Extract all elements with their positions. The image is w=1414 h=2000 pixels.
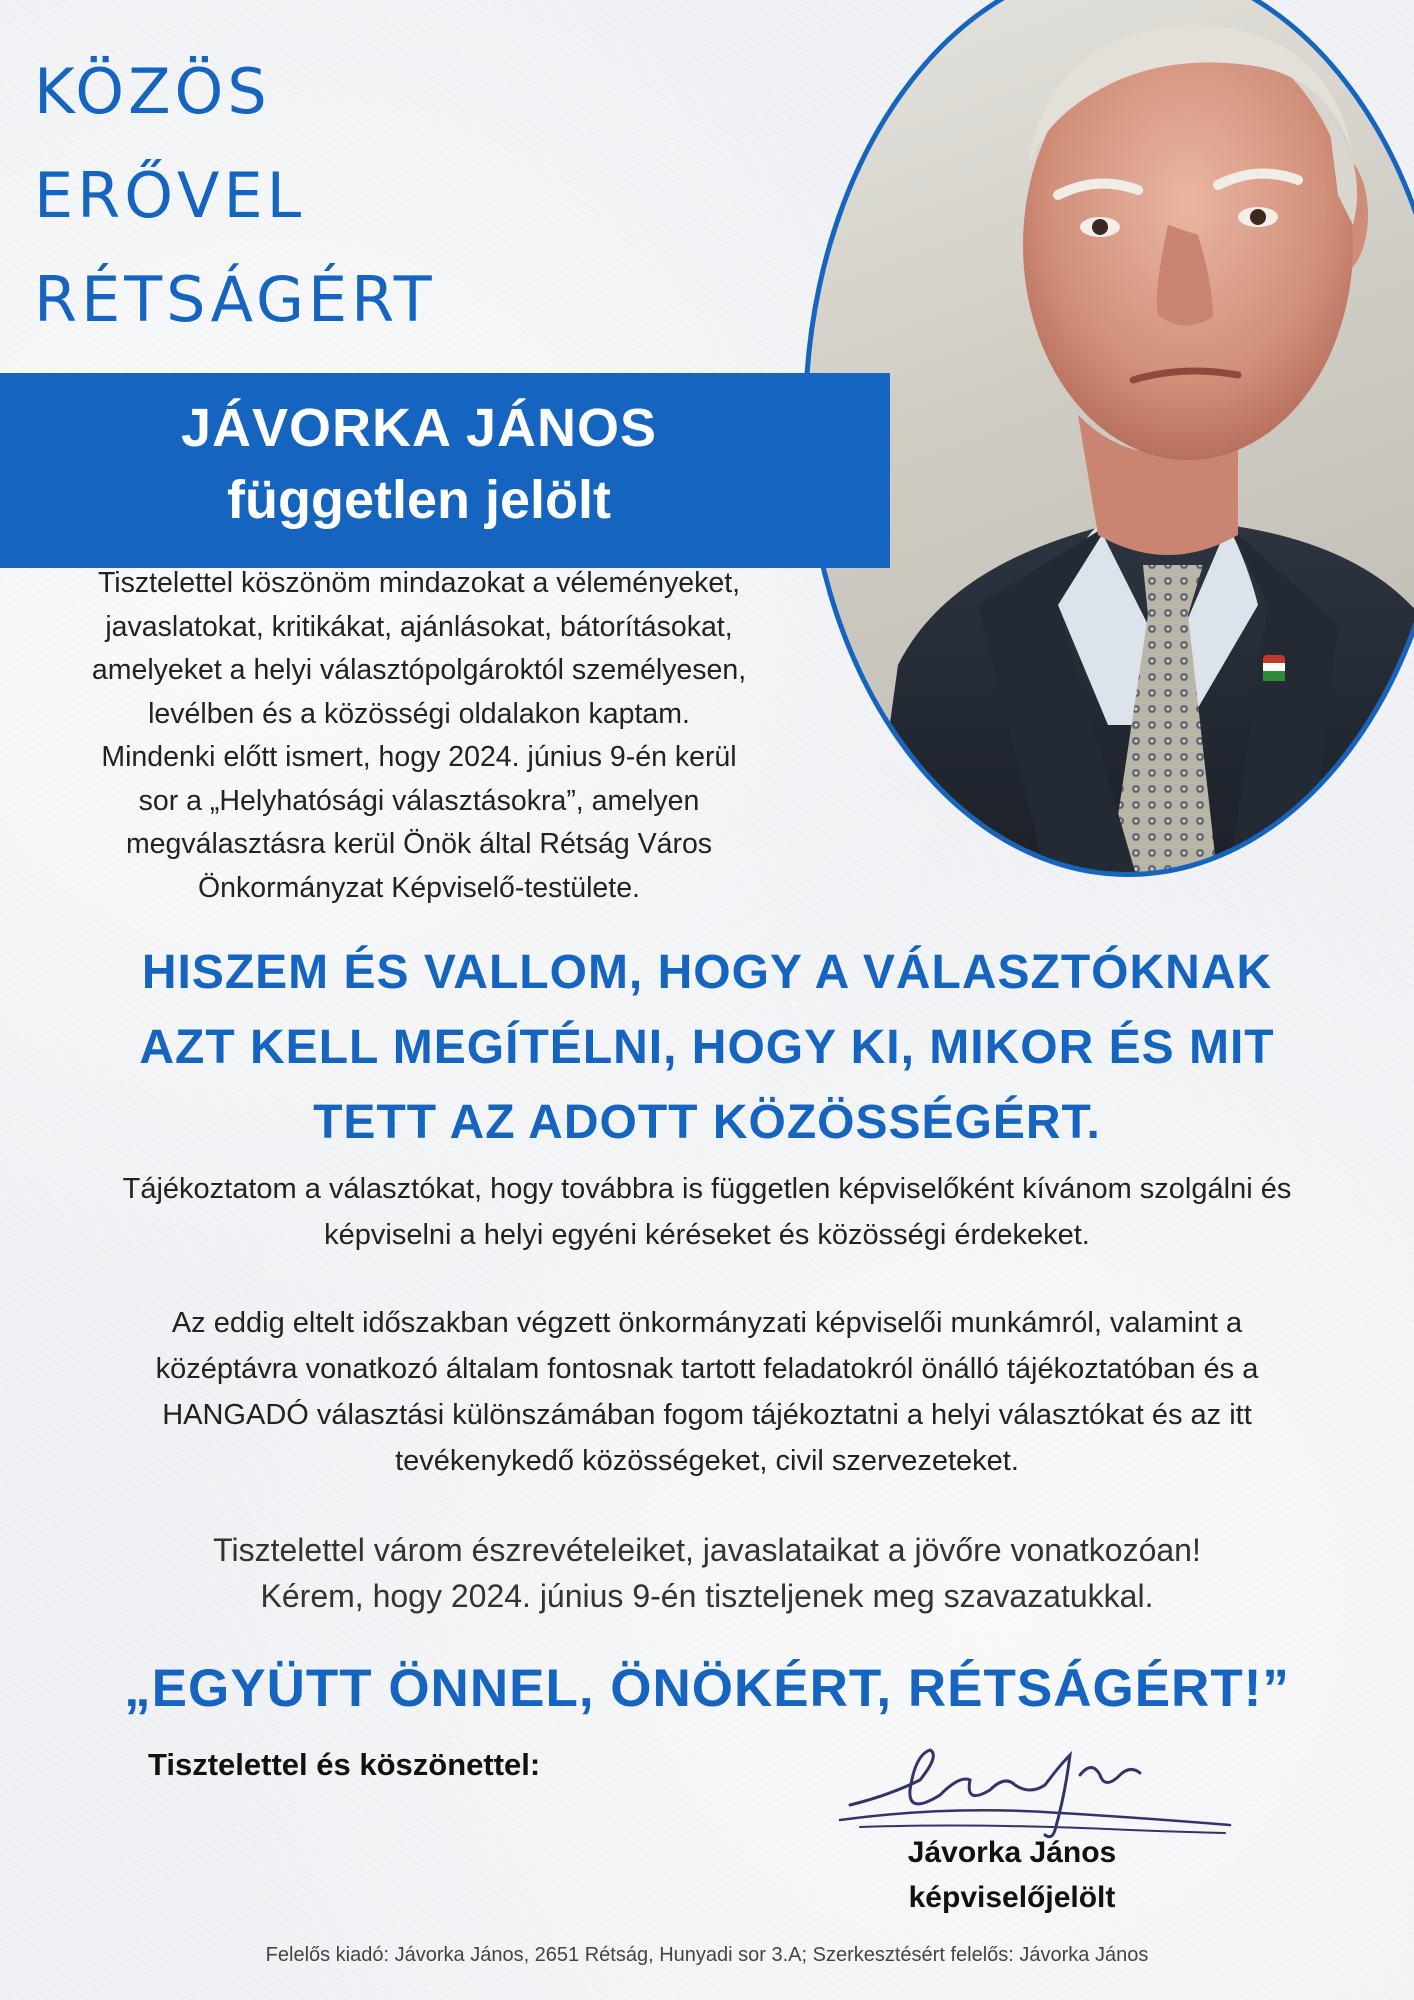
portrait-illustration: [808, 0, 1414, 877]
intro-line: Tisztelettel köszönöm mindazokat a véleményeket,: [97, 567, 741, 599]
signer-block: [862, 1830, 1162, 1920]
headline-line: AZT KELL MEGÍTÉLNI, HOGY KI, MIKOR ÉS MIT: [139, 1021, 1275, 1074]
headline-line: HISZEM ÉS VALLOM, HOGY A VÁLASZTÓKNAK: [141, 946, 1273, 999]
headline: [0, 935, 1414, 1160]
headline-line: TETT AZ ADOTT KÖZÖSSÉGÉRT.: [313, 1096, 1101, 1149]
intro-text: [28, 562, 810, 910]
intro-line: Önkormányzat Képviselő-testülete.: [198, 871, 640, 904]
intro-line: sor a „Helyhatósági választásokra”, amelyen: [138, 784, 700, 817]
candidate-name-banner: [0, 373, 890, 568]
slogan-line-3: RÉTSÁGÉRT: [34, 263, 436, 336]
intro-line: javaslatokat, kritikákat, ajánlásokat, bátorításokat,: [105, 610, 733, 643]
intro-line: megválasztásra kerül Önök által Rétság Város: [125, 828, 713, 860]
closing-text: [0, 1527, 1414, 1619]
closing-line: Kérem, hogy 2024. június 9-én tiszteljenek meg szavazatukkal.: [260, 1578, 1154, 1614]
intro-line: amelyeket a helyi választópolgároktól személyesen,: [91, 654, 747, 686]
paragraph-2: [20, 1300, 1394, 1484]
paragraph-line: Tájékoztatom a választókat, hogy továbbra is független képviselőként kívánom szolgálni és: [122, 1173, 1292, 1205]
signer-role: képviselőjelölt: [908, 1881, 1116, 1914]
paragraph-1: [20, 1166, 1394, 1258]
candidate-portrait: [803, 0, 1414, 877]
paragraph-line: tevékenykedő közösségeket, civil szervezeteket.: [395, 1445, 1019, 1477]
intro-line: Mindenki előtt ismert, hogy 2024. június 9-én kerül: [101, 741, 737, 773]
footer-imprint: Felelős kiadó: Jávorka János, 2651 Rétság, Hunyadi sor 3.A; Szerkesztésért felelős: Jávorka János: [265, 1944, 1149, 1966]
paragraph-line: Az eddig eltelt időszakban végzett önkormányzati képviselői munkámról, valamint a: [171, 1307, 1243, 1339]
slogan-top: [34, 40, 436, 352]
motto: „EGYÜTT ÖNNEL, ÖNÖKÉRT, RÉTSÁGÉRT!”: [124, 1659, 1290, 1718]
handwritten-signature: [830, 1735, 1250, 1845]
candidate-name: JÁVORKA JÁNOS: [180, 398, 658, 458]
paragraph-line: középtávra vonatkozó általam fontosnak tartott feladatokról önálló tájékoztatóban és a: [155, 1353, 1259, 1385]
paragraph-line: képviselni a helyi egyéni kéréseket és közösségi érdekeket.: [324, 1219, 1090, 1251]
paragraph-line: HANGADÓ választási különszámában fogom tájékoztatni a helyi választókat és az itt: [162, 1399, 1252, 1431]
closing-line: Tisztelettel várom észrevételeiket, javaslataikat a jövőre vonatkozóan!: [213, 1532, 1201, 1568]
candidate-title: független jelölt: [227, 470, 611, 530]
signer-name: Jávorka János: [907, 1836, 1117, 1869]
slogan-line-2: ERŐVEL: [34, 159, 306, 232]
greeting: Tisztelettel és köszönettel:: [148, 1747, 541, 1782]
intro-line: levélben és a közösségi oldalakon kaptam.: [148, 697, 690, 730]
slogan-line-1: KÖZÖS: [34, 55, 271, 128]
